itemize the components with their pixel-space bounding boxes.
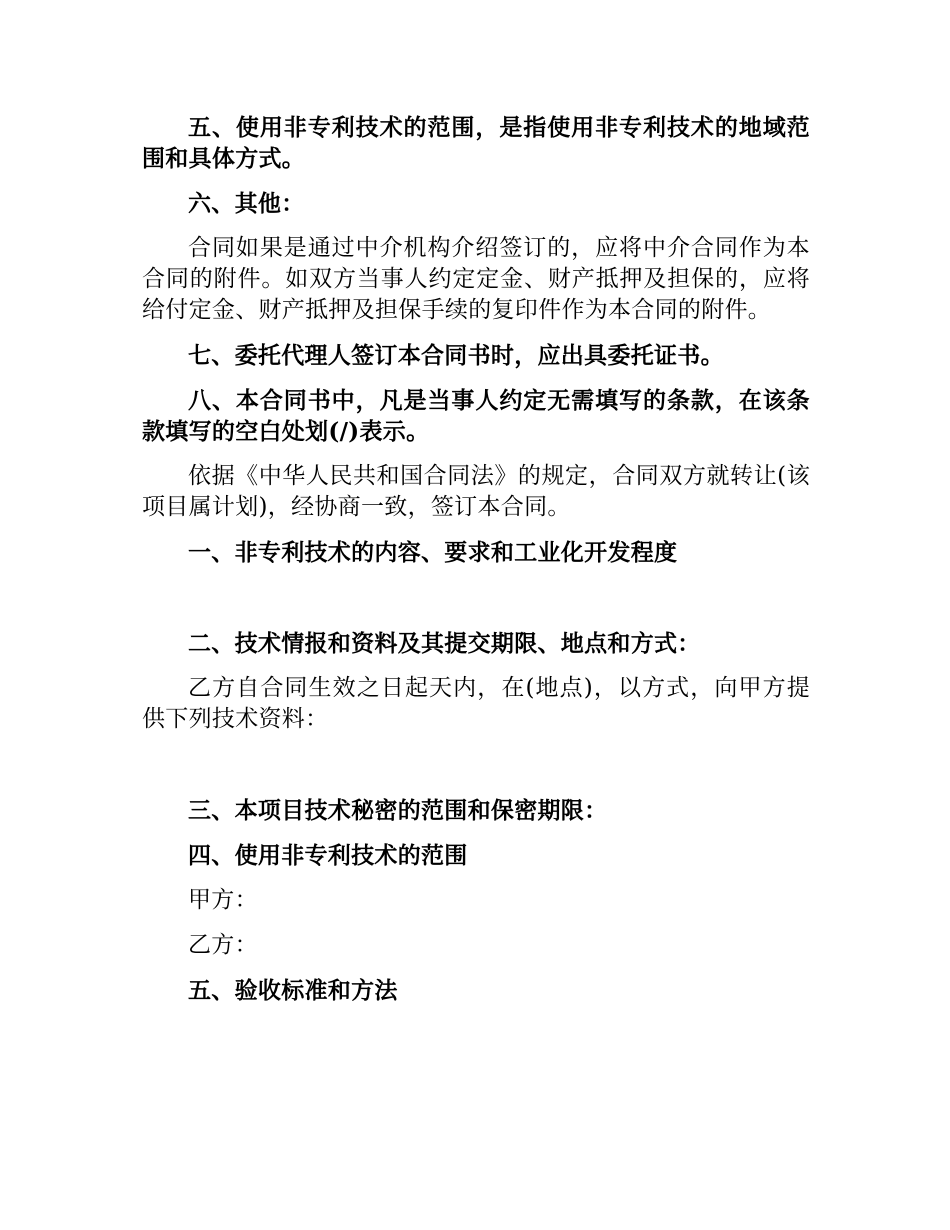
section-2-body: 乙方自合同生效之日起天内，在(地点)，以方式，向甲方提供下列技术资料：	[142, 675, 810, 732]
contract-preamble: 依据《中华人民共和国合同法》的规定，合同双方就转让(该项目属计划)，经协商一致，签订本合同。	[142, 463, 810, 520]
party-a-label: 甲方：	[188, 887, 258, 913]
clause-5-scope-definition: 五、使用非专利技术的范围，是指使用非专利技术的地域范围和具体方式。	[142, 114, 810, 172]
section-2-heading: 二、技术情报和资料及其提交期限、地点和方式：	[188, 630, 701, 657]
clause-6-other-body: 合同如果是通过中介机构介绍签订的，应将中介合同作为本合同的附件。如双方当事人约定定金、财产抵押及担保的，应将给付定金、财产抵押及担保手续的复印件作为本合同的附件。	[142, 235, 810, 323]
section-1-heading: 一、非专利技术的内容、要求和工业化开发程度	[188, 539, 678, 566]
section-3-heading: 三、本项目技术秘密的范围和保密期限：	[188, 797, 608, 824]
clause-6-other-heading: 六、其他：	[188, 190, 305, 217]
section-5-heading: 五、验收标准和方法	[188, 977, 398, 1004]
section-4-heading: 四、使用非专利技术的范围	[188, 842, 468, 869]
clause-7-agent: 七、委托代理人签订本合同书时，应出具委托证书。	[188, 342, 724, 369]
document-page	[142, 112, 810, 1006]
clause-8-blank-fields: 八、本合同书中，凡是当事人约定无需填写的条款，在该条款填写的空白处划(/)表示。	[142, 387, 810, 445]
party-b-label: 乙方：	[188, 932, 258, 958]
